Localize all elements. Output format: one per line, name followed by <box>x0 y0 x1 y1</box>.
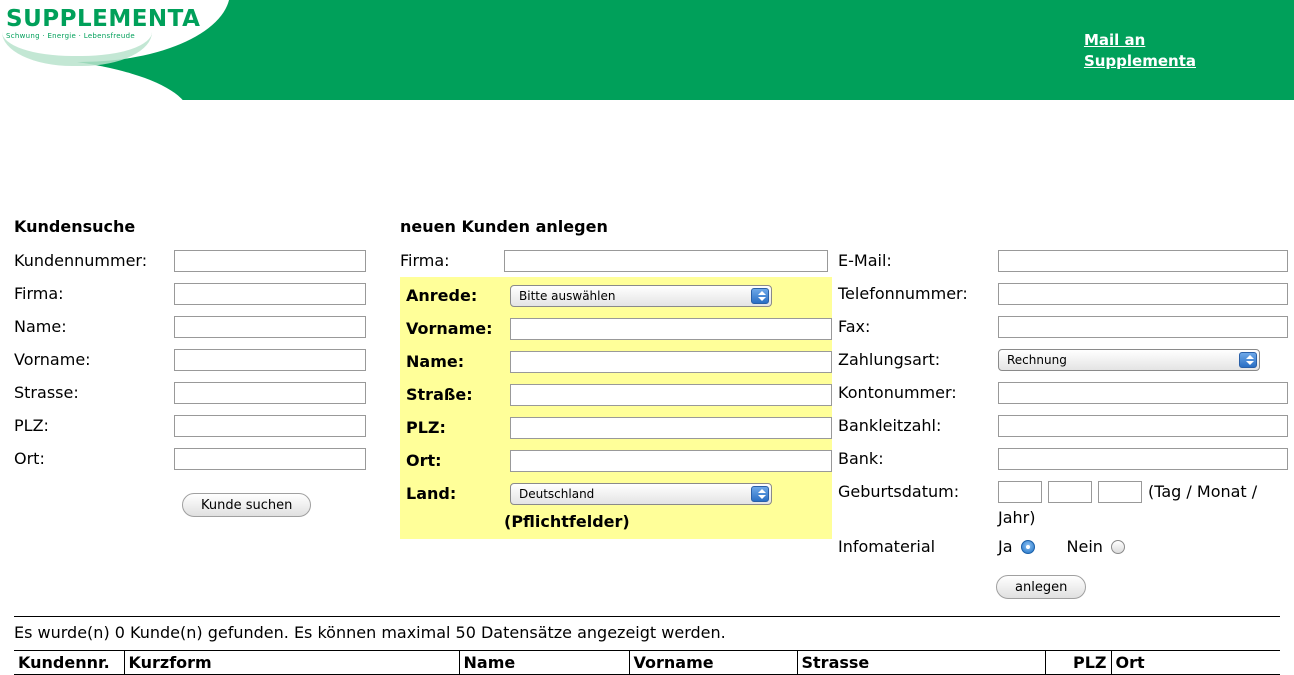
new-field-land <box>400 477 832 510</box>
new-field-strasse <box>400 378 832 411</box>
label-infomaterial: Infomaterial <box>838 537 936 556</box>
input-fax[interactable] <box>998 316 1288 338</box>
label-ort: Ort: <box>14 449 45 468</box>
customer-search-title: Kundensuche <box>14 217 136 236</box>
new-input-ort[interactable] <box>510 450 833 472</box>
search-input-name[interactable] <box>174 316 366 338</box>
search-customer-button[interactable]: Kunde suchen <box>182 493 311 517</box>
field-telefon <box>838 277 1288 310</box>
search-input-ort[interactable] <box>174 448 366 470</box>
new-select-land-value: Deutschland <box>519 486 595 501</box>
new-field-plz <box>400 411 832 444</box>
new-input-firma[interactable] <box>504 250 828 272</box>
input-email[interactable] <box>998 250 1288 272</box>
label-strasse: Strasse: <box>14 383 79 402</box>
chevron-updown-icon <box>751 486 769 502</box>
label-telefon: Telefonnummer: <box>838 284 968 303</box>
radio-infomaterial-ja[interactable] <box>1021 540 1035 554</box>
label-email: E-Mail: <box>838 251 892 270</box>
label-new-strasse: Straße: <box>406 385 473 404</box>
search-button-wrap <box>14 493 394 517</box>
label-new-land: Land: <box>406 484 457 503</box>
label-plz: PLZ: <box>14 416 49 435</box>
new-field-firma <box>400 244 832 277</box>
field-fax <box>838 310 1288 343</box>
mandatory-fields-block <box>400 277 832 539</box>
new-select-anrede[interactable] <box>510 285 772 307</box>
col-plz[interactable]: PLZ <box>1045 651 1111 675</box>
mail-an-supplementa-link[interactable] <box>1084 30 1196 72</box>
mail-link-line1: Mail an <box>1083 31 1146 49</box>
search-input-kundennummer[interactable] <box>174 250 366 272</box>
label-firma: Firma: <box>14 284 64 303</box>
label-bank: Bank: <box>838 449 884 468</box>
field-kontonummer <box>838 376 1288 409</box>
label-infomaterial-nein: Nein <box>1066 537 1103 556</box>
infomaterial-radio-group <box>998 537 1157 556</box>
customer-search-panel <box>14 218 394 517</box>
label-new-plz: PLZ: <box>406 418 446 437</box>
col-name[interactable]: Name <box>459 651 629 675</box>
search-field-vorname <box>14 343 394 376</box>
results-header-row <box>14 651 1280 675</box>
geburtsdatum-group <box>998 481 1257 503</box>
col-kurzform[interactable]: Kurzform <box>124 651 459 675</box>
contact-payment-panel <box>838 218 1288 599</box>
new-input-plz[interactable] <box>510 417 833 439</box>
label-infomaterial-ja: Ja <box>998 537 1013 556</box>
label-zahlungsart: Zahlungsart: <box>838 350 941 369</box>
label-geburtsdatum: Geburtsdatum: <box>838 482 960 501</box>
search-field-kundennummer <box>14 244 394 277</box>
create-button-wrap <box>838 575 1288 599</box>
logo <box>6 8 200 40</box>
search-field-plz <box>14 409 394 442</box>
chevron-updown-icon <box>1239 352 1257 368</box>
label-kontonummer: Kontonummer: <box>838 383 957 402</box>
col-strasse[interactable]: Strasse <box>797 651 1045 675</box>
new-field-anrede <box>400 279 832 312</box>
input-telefon[interactable] <box>998 283 1288 305</box>
logo-title: SUPPLEMENTA <box>6 6 201 32</box>
new-field-ort <box>400 444 832 477</box>
input-geburtsdatum-jahr[interactable] <box>1098 481 1142 503</box>
col-ort[interactable]: Ort <box>1111 651 1280 675</box>
field-infomaterial <box>838 530 1288 563</box>
col-kundennr[interactable]: Kundennr. <box>14 651 124 675</box>
field-zahlungsart <box>838 343 1288 376</box>
col-vorname[interactable]: Vorname <box>629 651 797 675</box>
new-field-name <box>400 345 832 378</box>
label-vorname: Vorname: <box>14 350 91 369</box>
results-table <box>14 650 1280 675</box>
geburtsdatum-hint-line2: Jahr) <box>998 508 1036 527</box>
search-input-plz[interactable] <box>174 415 366 437</box>
page-header <box>0 0 1294 100</box>
search-field-ort <box>14 442 394 475</box>
field-bankleitzahl <box>838 409 1288 442</box>
input-bank[interactable] <box>998 448 1288 470</box>
new-select-anrede-value: Bitte auswählen <box>519 288 616 303</box>
radio-infomaterial-nein[interactable] <box>1111 540 1125 554</box>
search-input-strasse[interactable] <box>174 382 366 404</box>
results-message: Es wurde(n) 0 Kunde(n) gefunden. Es können maximal 50 Datensätze angezeigt werden. <box>14 616 1280 650</box>
create-customer-button[interactable]: anlegen <box>996 575 1086 599</box>
field-geburtsdatum <box>838 475 1288 508</box>
new-customer-panel <box>400 218 832 539</box>
field-bank <box>838 442 1288 475</box>
label-new-vorname: Vorname: <box>406 319 493 338</box>
new-field-vorname <box>400 312 832 345</box>
input-kontonummer[interactable] <box>998 382 1288 404</box>
search-input-vorname[interactable] <box>174 349 366 371</box>
input-geburtsdatum-tag[interactable] <box>998 481 1042 503</box>
logo-tagline: Schwung · Energie · Lebensfreude <box>6 32 135 40</box>
search-field-firma <box>14 277 394 310</box>
label-new-firma: Firma: <box>400 251 450 270</box>
label-kundennummer: Kundennummer: <box>14 251 148 270</box>
label-bankleitzahl: Bankleitzahl: <box>838 416 942 435</box>
search-input-firma[interactable] <box>174 283 366 305</box>
results-table-head <box>14 651 1280 675</box>
select-zahlungsart[interactable] <box>998 349 1260 371</box>
label-new-ort: Ort: <box>406 451 442 470</box>
mandatory-fields-note: (Pflichtfelder) <box>504 512 630 531</box>
search-results-section <box>14 616 1280 675</box>
select-zahlungsart-value: Rechnung <box>1007 352 1067 367</box>
input-geburtsdatum-monat[interactable] <box>1048 481 1092 503</box>
search-field-name <box>14 310 394 343</box>
new-customer-title: neuen Kunden anlegen <box>400 217 608 236</box>
label-name: Name: <box>14 317 67 336</box>
input-bankleitzahl[interactable] <box>998 415 1288 437</box>
label-fax: Fax: <box>838 317 871 336</box>
new-input-name[interactable] <box>510 351 833 373</box>
geburtsdatum-hint-line1: (Tag / Monat / <box>1148 482 1258 501</box>
new-input-strasse[interactable] <box>510 384 833 406</box>
label-new-name: Name: <box>406 352 465 371</box>
column-spacer <box>838 218 1288 244</box>
new-select-land[interactable] <box>510 483 772 505</box>
field-email <box>838 244 1288 277</box>
mail-link-line2: Supplementa <box>1083 52 1196 70</box>
label-new-anrede: Anrede: <box>406 286 478 305</box>
chevron-updown-icon <box>751 288 769 304</box>
new-input-vorname[interactable] <box>510 318 833 340</box>
search-field-strasse <box>14 376 394 409</box>
